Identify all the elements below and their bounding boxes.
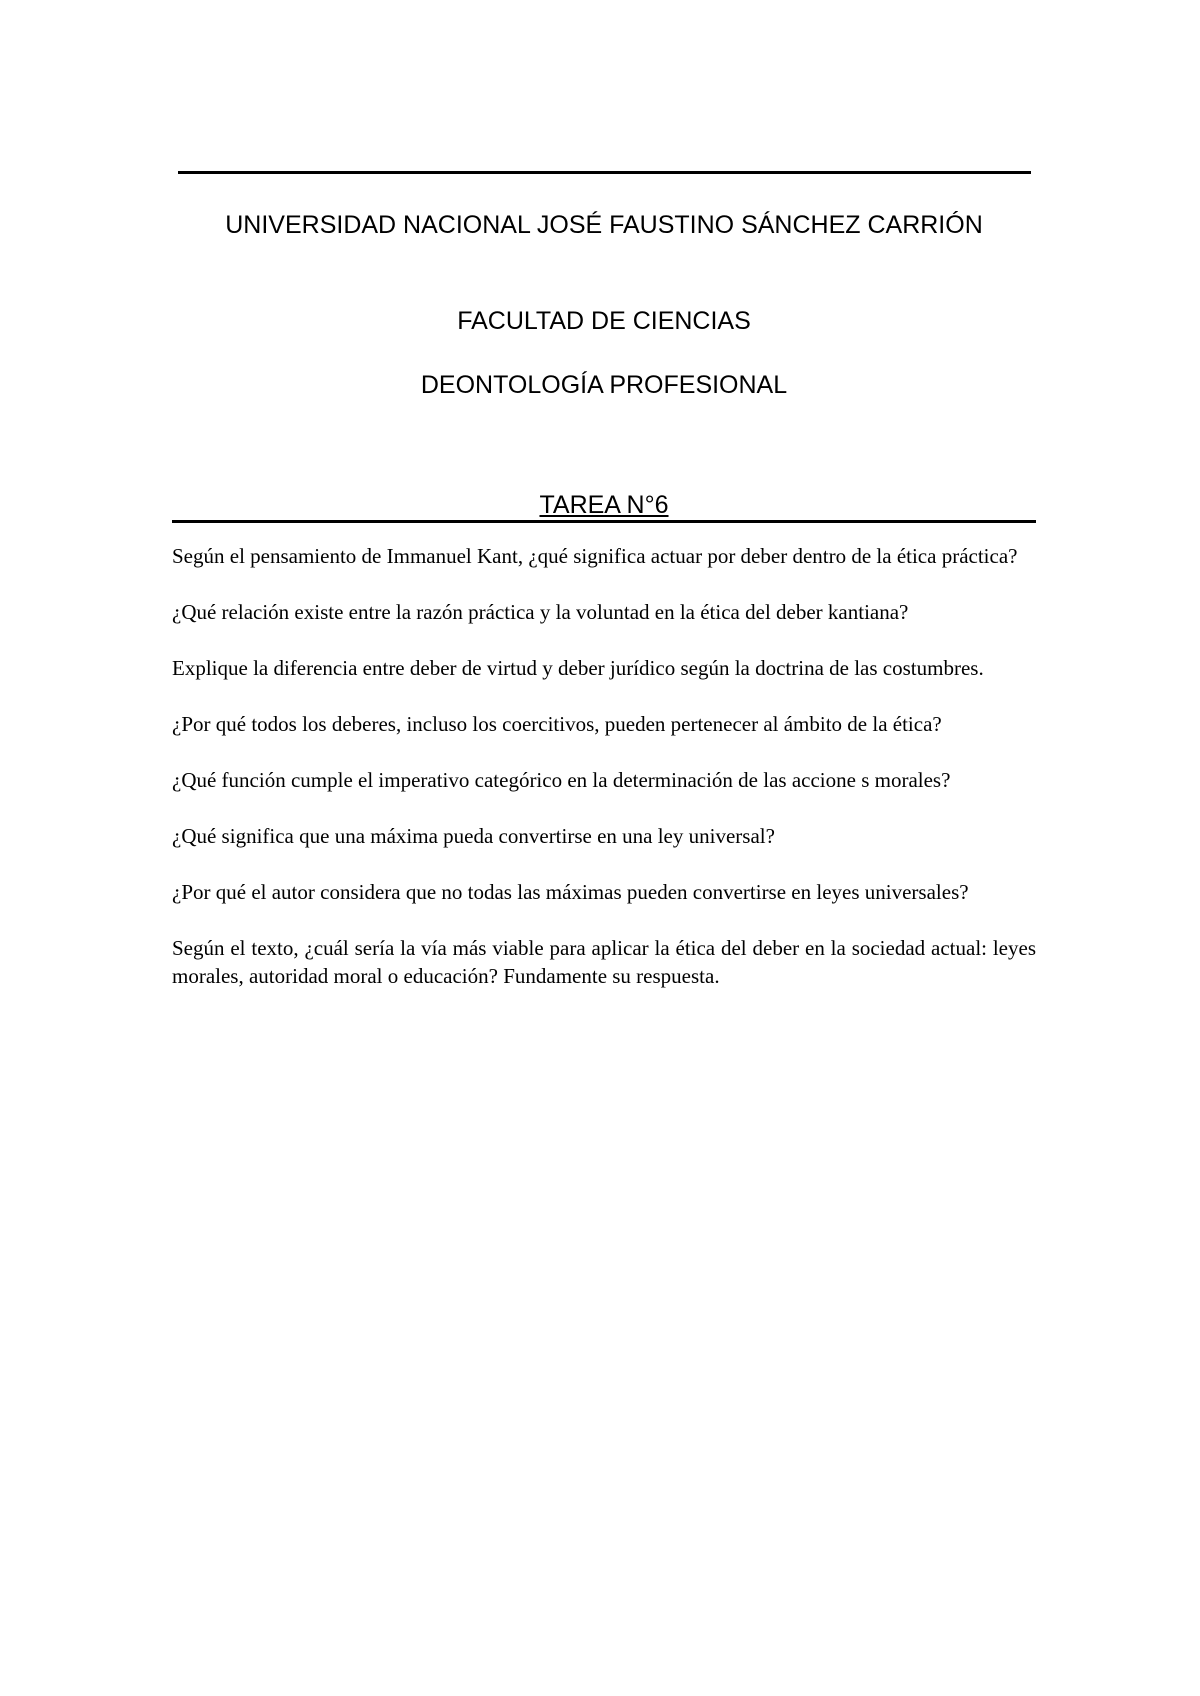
question-item-6: ¿Qué significa que una máxima pueda convertirse en una ley universal? — [172, 824, 775, 848]
faculty-name: FACULTAD DE CIENCIAS — [457, 307, 751, 335]
task-divider-rule — [172, 520, 1036, 523]
question-item-8: Según el texto, ¿cuál sería la vía más viable para aplicar la ética del deber en la sociedad actual: leyes morales, autoridad moral o educación? Fundamente su respuesta. — [172, 936, 1036, 988]
question-item-5: ¿Qué función cumple el imperativo categórico en la determinación de las accione s morales? — [172, 768, 951, 792]
course-name: DEONTOLOGÍA PROFESIONAL — [420, 371, 788, 399]
question-item-4: ¿Por qué todos los deberes, incluso los coercitivos, pueden pertenecer al ámbito de la ética? — [172, 712, 942, 736]
task-title: TAREA N°6 — [539, 491, 669, 519]
question-list — [172, 542, 1036, 1018]
question-item-7: ¿Por qué el autor considera que no todas las máximas pueden convertirse en leyes universales? — [172, 880, 969, 904]
top-horizontal-rule — [178, 171, 1031, 174]
question-item-2: ¿Qué relación existe entre la razón práctica y la voluntad en la ética del deber kantiana? — [172, 600, 909, 624]
question-item-1: Según el pensamiento de Immanuel Kant, ¿qué significa actuar por deber dentro de la ética práctica? — [172, 544, 1018, 568]
question-item-3: Explique la diferencia entre deber de virtud y deber jurídico según la doctrina de las costumbres. — [172, 656, 984, 680]
university-name: UNIVERSIDAD NACIONAL JOSÉ FAUSTINO SÁNCHEZ CARRIÓN — [225, 211, 983, 239]
